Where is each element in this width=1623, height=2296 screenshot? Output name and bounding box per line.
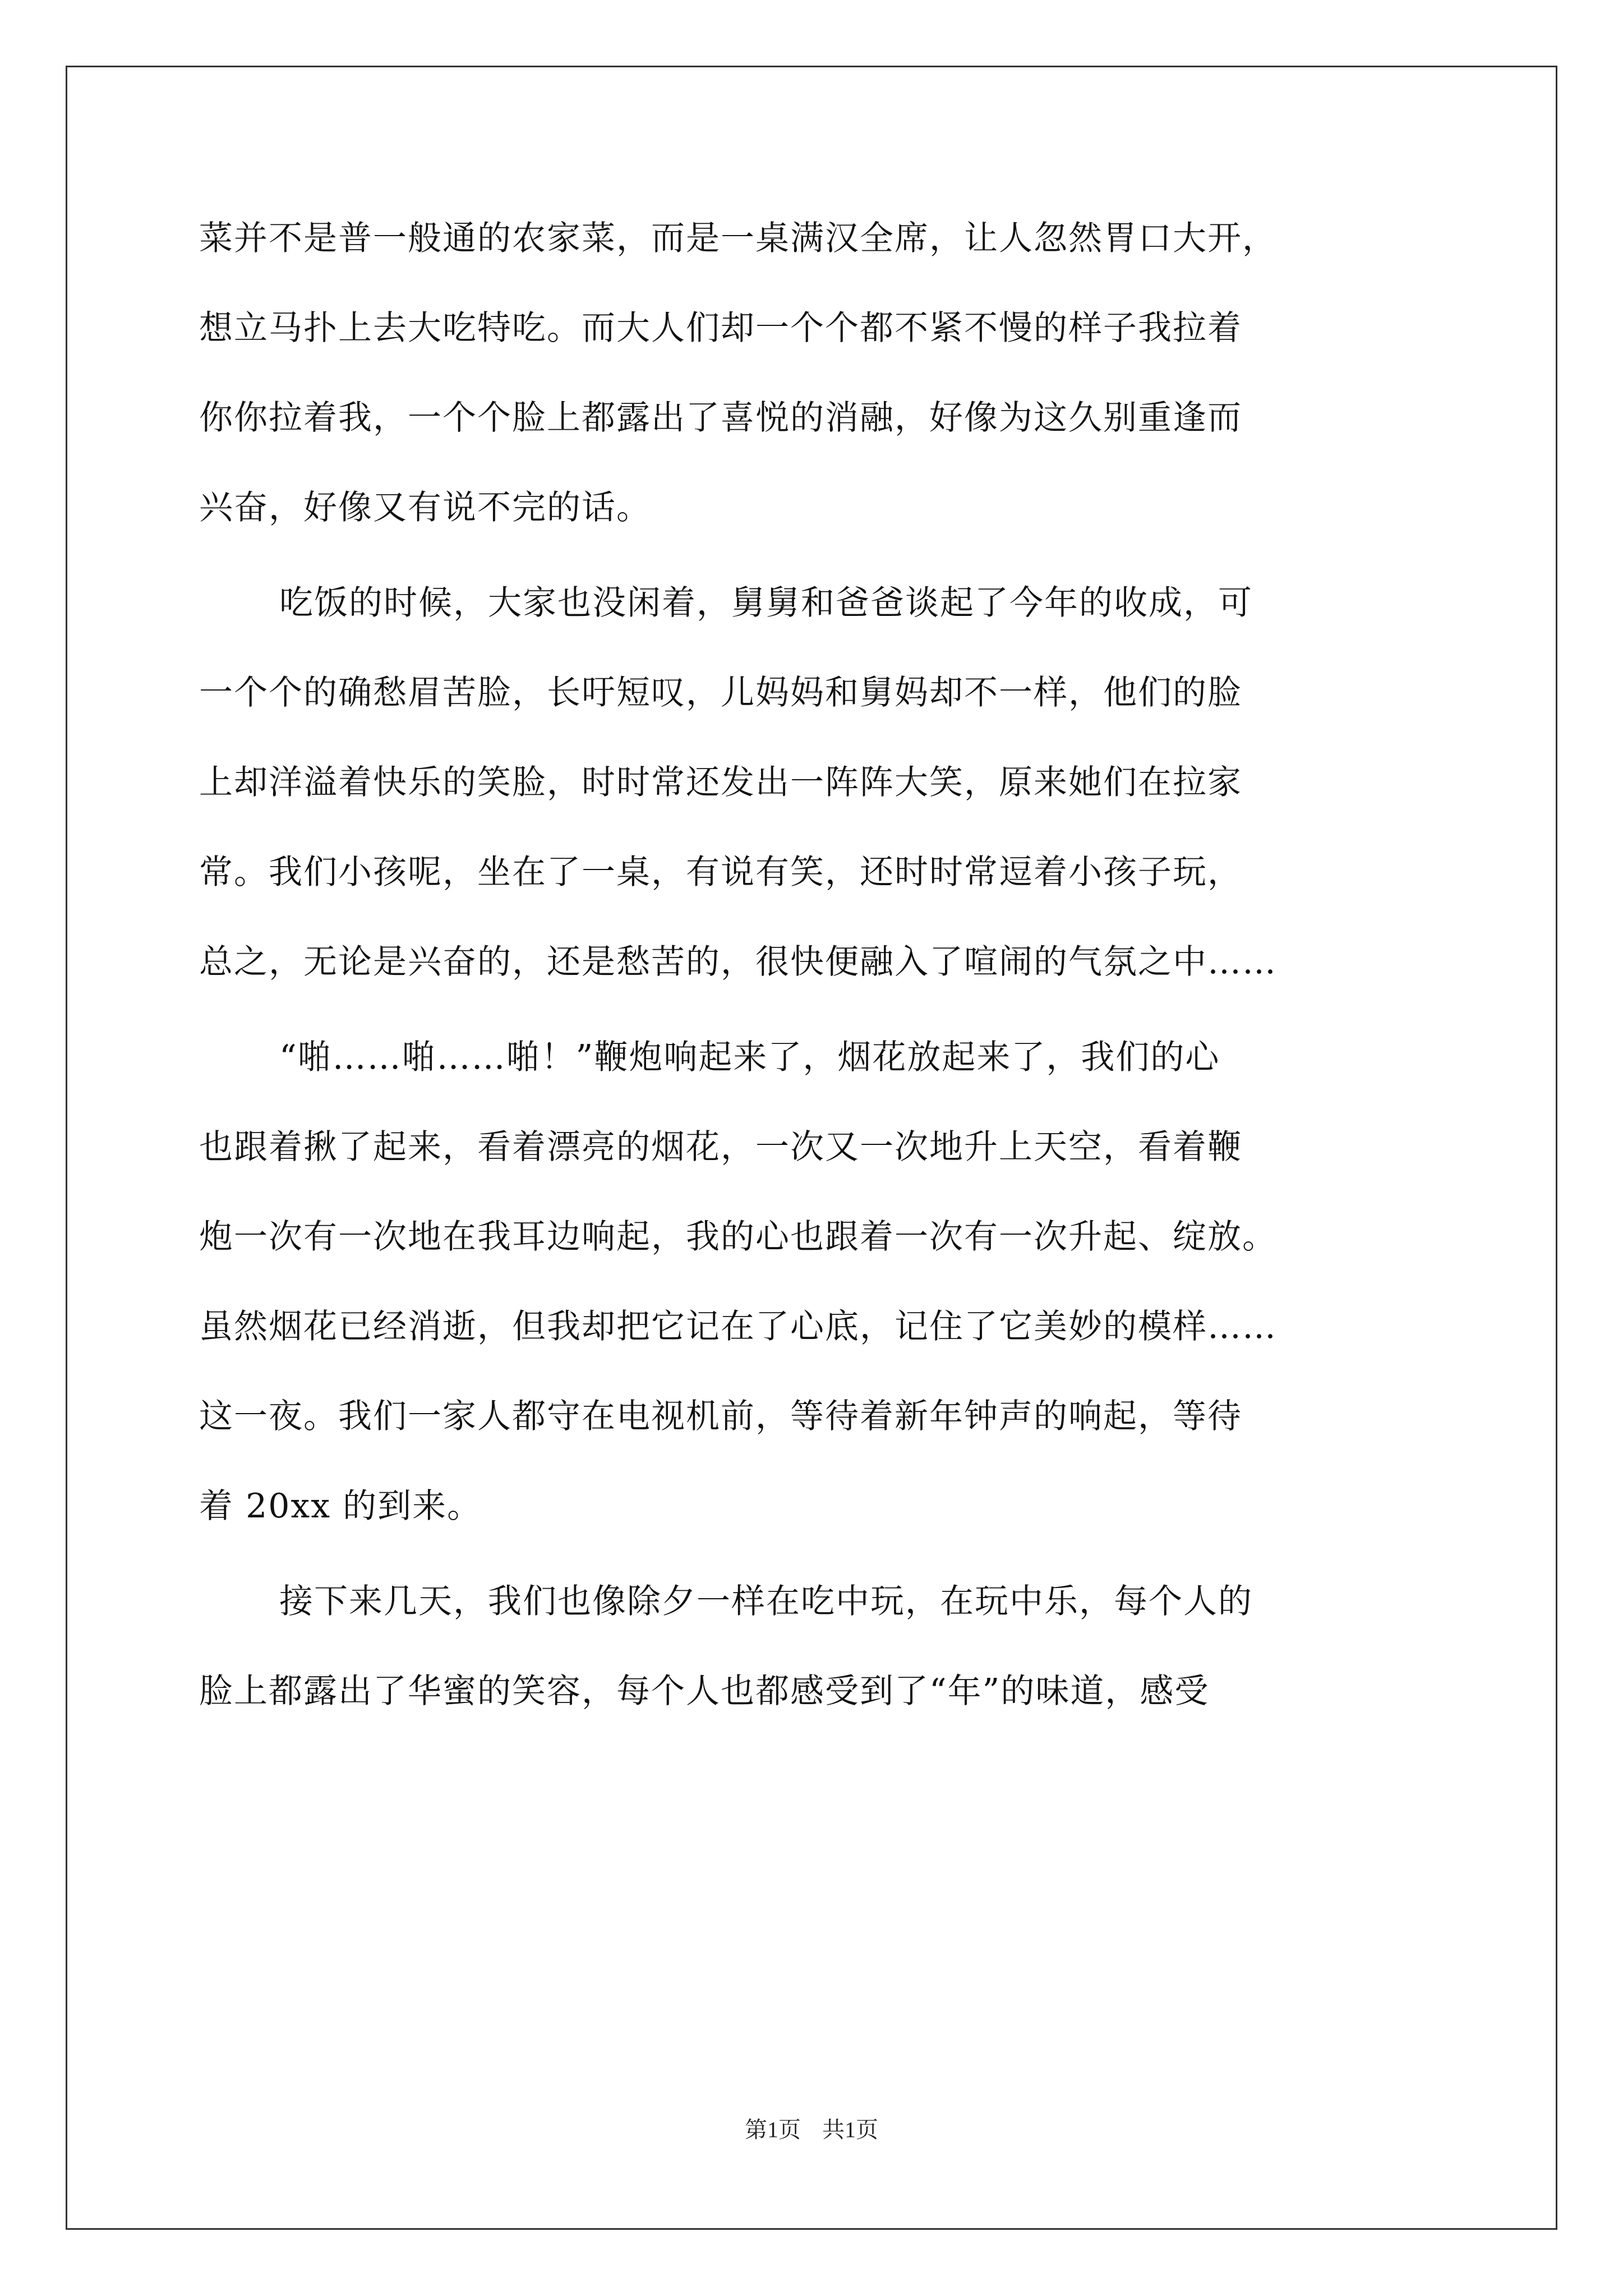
page-footer <box>0 2116 1623 2144</box>
paragraph-first-line: 吃饭的时候，大家也没闲着，舅舅和爸爸谈起了今年的收成，可 <box>279 583 1253 623</box>
text-line: 兴奋，好像又有说不完的话。 <box>199 488 651 527</box>
text-line: 菜并不是普一般通的农家菜，而是一桌满汉全席，让人忽然胃口大开， <box>199 219 1277 258</box>
text-line: 脸上都露出了华蜜的笑容，每个人也都感受到了“年”的味道，感受 <box>199 1672 1210 1711</box>
text-line: 想立马扑上去大吃特吃。而大人们却一个个都不紧不慢的样子我拉着 <box>199 309 1242 348</box>
text-line: 上却洋溢着快乐的笑脸，时时常还发出一阵阵大笑，原来她们在拉家 <box>199 763 1242 802</box>
text-line: 着 20xx 的到来。 <box>199 1487 482 1526</box>
text-line: 这一夜。我们一家人都守在电视机前，等待着新年钟声的响起，等待 <box>199 1397 1242 1436</box>
text-line: 也跟着揪了起来，看着漂亮的烟花，一次又一次地升上天空，看着鞭 <box>199 1128 1242 1167</box>
text-line: 炮一次有一次地在我耳边响起，我的心也跟着一次有一次升起、绽放。 <box>199 1217 1277 1257</box>
text-line: 常。我们小孩呢，坐在了一桌，有说有笑，还时时常逗着小孩子玩， <box>199 853 1242 892</box>
paragraph-first-line: “啪……啪……啪！”鞭炮响起来了，烟花放起来了，我们的心 <box>279 1038 1220 1077</box>
text-line: 一个个的确愁眉苦脸，长吁短叹，儿妈妈和舅妈却不一样，他们的脸 <box>199 673 1242 712</box>
text-line: 你你拉着我，一个个脸上都露出了喜悦的消融，好像为这久别重逢而 <box>199 398 1242 438</box>
page-total: 共1页 <box>822 2117 878 2142</box>
text-line: 虽然烟花已经消逝，但我却把它记在了心底，记住了它美妙的模样…… <box>199 1307 1277 1346</box>
page-number: 第1页 <box>745 2117 801 2142</box>
paragraph-first-line: 接下来几天，我们也像除夕一样在吃中玩，在玩中乐，每个人的 <box>279 1582 1253 1621</box>
text-line: 总之，无论是兴奋的，还是愁苦的，很快便融入了喧闹的气氛之中…… <box>199 942 1277 982</box>
